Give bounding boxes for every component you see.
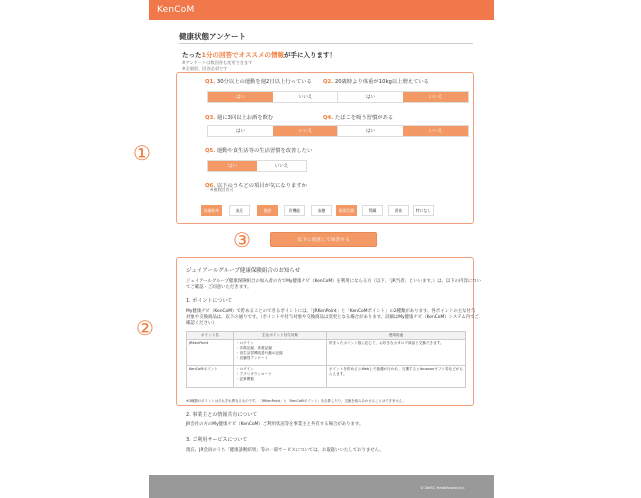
answer-yes-q3[interactable]: はい [208, 126, 273, 136]
notice-intro: ジェイアールグループ健康保険組合の加入者の方でMy健康ナビ（KenCoM）を利用にならる方（以下、「JR当者」といいます。）は、以下の内容につい [186, 279, 481, 284]
survey-note: ※全個別、回答必須です [182, 66, 228, 71]
q6-option-kidney[interactable]: 腎臓 [362, 205, 383, 216]
question-text: 週に3回以上お酒を飲む [216, 115, 274, 121]
answer-yes-q4[interactable]: はい [338, 126, 403, 136]
answer-yes-q5[interactable]: はい [208, 161, 257, 171]
agree-submit-button[interactable]: 以下に同意して回答する [270, 232, 377, 247]
question-2 [323, 77, 429, 85]
section-1-text: 確認ください） [186, 321, 217, 326]
kencom-logo[interactable]: KenCoM [157, 5, 195, 15]
q6-option-lipid[interactable]: 脂質代謝 [336, 205, 357, 216]
point-targets: ・ログイン ・アプリダウンロード ・記事閲覧 [234, 366, 327, 388]
lead-prefix: たった [182, 51, 202, 59]
point-targets: ・ログイン ・歩数記録、体重記録 ・食生活習慣改善行動の記録 ・店舗別アンケート [234, 340, 327, 366]
lead-highlight: 1分の回答でオススメの情報 [201, 51, 284, 59]
answer-yes-q1[interactable]: はい [208, 92, 273, 102]
q6-option-blood-sugar[interactable]: 血糖 [311, 205, 332, 216]
question-4 [323, 113, 393, 121]
q6-option-none[interactable]: 特になし [413, 205, 434, 216]
question-text: 運動や食生活等の生活習慣を改善したい [216, 148, 313, 154]
question-number: Q4. [323, 115, 334, 121]
notice-heading: ジェイアールグループ健康保険組合のお知らせ [186, 268, 301, 274]
table-header-row [187, 332, 466, 340]
title-divider [179, 43, 473, 44]
section-2-text: JR会社の方のMy健康ナビ（KenCoM）ご利用状況等を事業主と共有する場合があります。 [186, 422, 364, 427]
points-table [186, 331, 466, 388]
answer-toggle-q4 [337, 125, 469, 137]
point-usage: ポイントを貯めるとWeb上で抽選が行われ、当選するとAmazonギフト券などがもらえます。 [327, 366, 466, 388]
question-number: Q1. [205, 79, 216, 85]
question-number: Q2. [323, 79, 334, 85]
survey-note: ※アンケートは数回答も変更できます [182, 60, 253, 65]
answer-toggle-q5 [207, 160, 307, 172]
section-1-text: 対象や交換商品は、以下の通りです。（ポイントや付与対象や交換商品は変更となる場合があります。詳細はMy健康ナビ（KenCoM）システム内でご [186, 315, 479, 320]
section-1-text: My健康ナビ（KenCoM）で貯めることのできるポイントには、「JRKenPoint」と「KenCoMポイント」の2種類があります。各ポイントの主な付与 [186, 309, 476, 314]
q6-option-body-fat[interactable]: 体脂肪率 [201, 205, 222, 216]
q6-option-anemia[interactable]: 貧血 [388, 205, 409, 216]
table-note: ※2種類のポイントはそれぞれ異なるものです。「JRKenPoint」と「KenCoMポイント」を合算したり、交換を組み合わせることはできません。 [186, 399, 406, 403]
answer-yes-q2[interactable]: はい [338, 92, 403, 102]
section-3-text: 現在、JR会員のうち「健康診断結果」等の一部サービスについては、お取扱いいたしておりません。 [186, 448, 384, 453]
annotation-circle-2: ② [136, 316, 154, 340]
question-text: たばこを吸う習慣がある [334, 115, 394, 121]
column-header: ポイント名 [187, 332, 234, 340]
answer-no-q1[interactable]: いいえ [273, 92, 338, 102]
annotation-circle-1: ① [133, 141, 151, 165]
point-name: JRKenPoint [187, 340, 234, 366]
question-number: Q5. [205, 148, 216, 154]
top-bar [149, 0, 494, 20]
section-3-title: 3. ご利用サービスについて [186, 437, 248, 443]
table-row [187, 340, 466, 366]
question-text: 20歳時より体重が10kg以上増えている [334, 79, 429, 85]
question-number: Q6. [205, 183, 216, 189]
answer-no-q4[interactable]: いいえ [403, 126, 468, 136]
column-header: 主なポイント付与対象 [234, 332, 327, 340]
table-row [187, 366, 466, 388]
question-1 [205, 77, 312, 85]
answer-toggle-q2 [337, 91, 469, 103]
footer-copyright: © DeSC Healthcare,Inc. [420, 485, 466, 490]
answer-toggle-q1 [207, 91, 339, 103]
answer-no-q2[interactable]: いいえ [403, 92, 468, 102]
question-text: 30分以上の運動を週2日以上行っている [216, 79, 312, 85]
lead-suffix: が手に入ります！ [283, 51, 336, 59]
annotation-circle-3: ③ [233, 228, 251, 252]
question-number: Q3. [205, 115, 216, 121]
q6-option-liver[interactable]: 肝機能 [284, 205, 305, 216]
answer-toggle-q3 [207, 125, 339, 137]
section-2-title: 2. 事業主との情報共有について [186, 412, 258, 418]
question-3 [205, 113, 273, 121]
q6-option-blood-pressure[interactable]: 血圧 [229, 205, 250, 216]
point-name: KenCoMポイント [187, 366, 234, 388]
question-6-note: ※複数回答可 [210, 187, 234, 192]
survey-lead [182, 50, 336, 59]
answer-no-q5[interactable]: いいえ [257, 161, 306, 171]
point-usage: 貯まったポイント数に応じて、お好きなカタログ商品と交換できます。 [327, 340, 466, 366]
question-text: 以下のうちどの項目が気になりますか [216, 183, 307, 189]
notice-intro: てご確認・ご同意いただきます。 [186, 285, 252, 290]
answer-no-q3[interactable]: いいえ [273, 126, 338, 136]
column-header: 使用用途 [327, 332, 466, 340]
page-title: 健康状態アンケート [179, 32, 247, 41]
q6-option-waist[interactable]: 腹囲 [257, 205, 278, 216]
question-5 [205, 146, 312, 154]
section-1-title: 1. ポイントについて [186, 298, 233, 304]
